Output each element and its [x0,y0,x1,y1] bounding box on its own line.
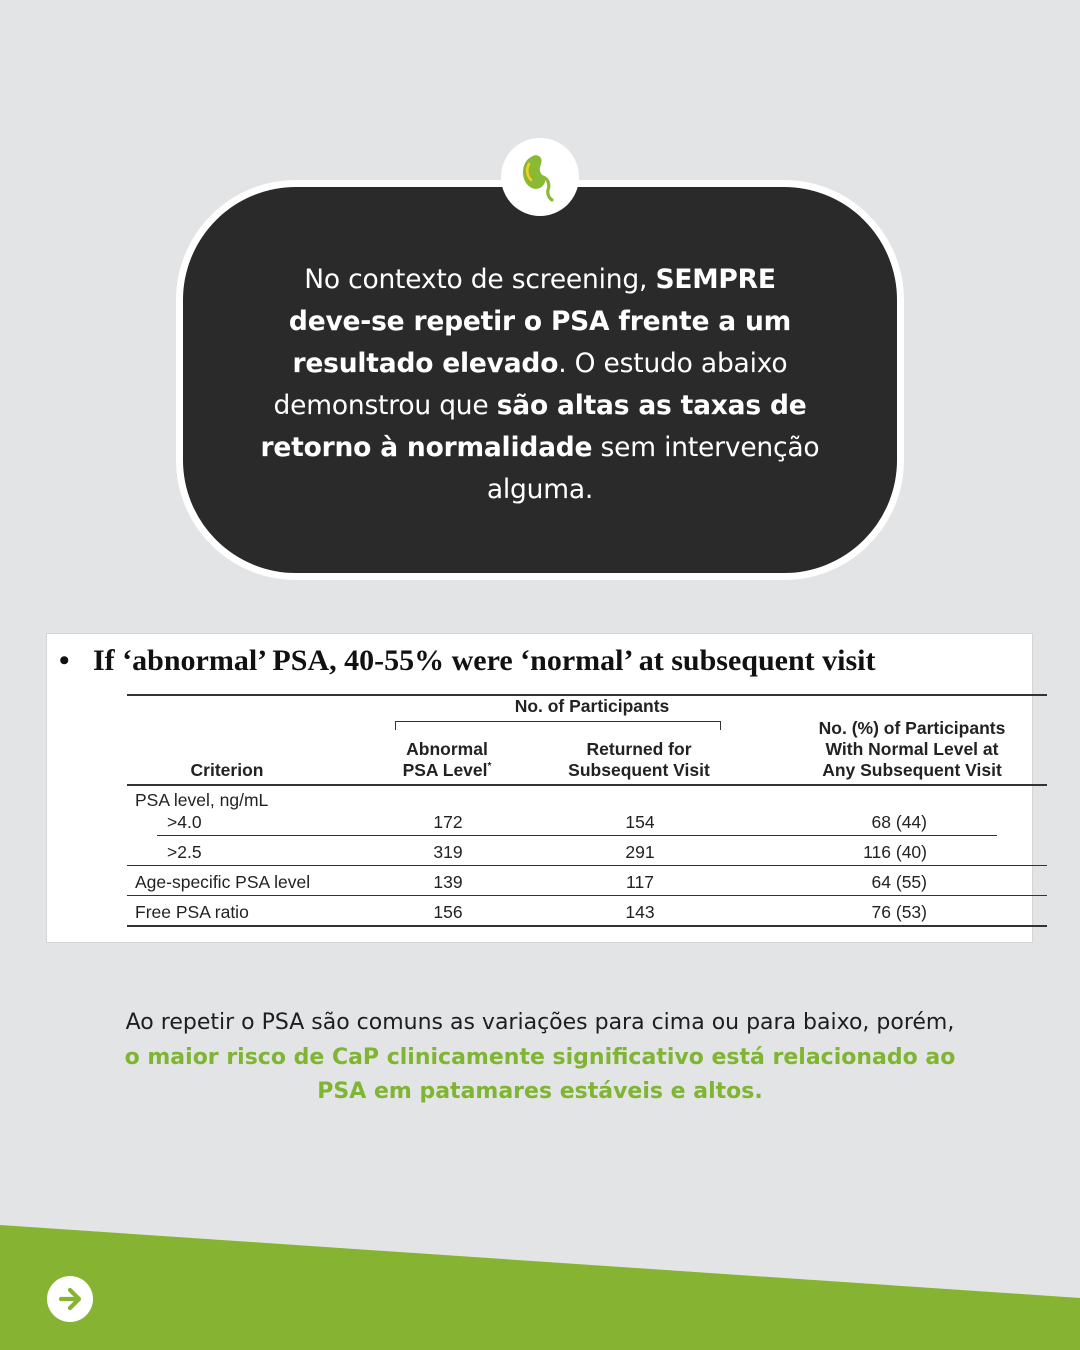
bottom-highlight: o maior risco de CaP clinicamente significativo está relacionado ao PSA em patamares estáveis e altos. [124,1044,956,1104]
group-bracket [395,721,721,730]
table-row-4-abnormal: 156 [433,902,463,922]
table-row-4-criterion: Free PSA ratio [135,902,249,922]
psa-results-table [127,694,1047,934]
table-row-3-normal: 64 (55) [871,872,927,892]
figure-heading: • If ‘abnormal’ PSA, 40-55% were ‘normal’ at subsequent visit [59,644,876,677]
header-returned-2: Subsequent Visit [568,760,710,780]
table-row-1-returned: 154 [625,812,655,832]
table-row-3-abnormal: 139 [433,872,463,892]
table-row-2-abnormal: 319 [433,842,463,862]
bubble-emphasis-repeat-psa: SEMPRE deve-se repetir o PSA frente a um resultado elevado [288,264,792,379]
section-label-psa-level: PSA level, ng/mL [135,790,269,810]
brand-logo [501,138,579,216]
table-row-4-returned: 143 [625,902,655,922]
quote-bubble [176,180,904,580]
table-row-3-criterion: Age-specific PSA level [135,872,311,892]
kidney-logo-icon [517,152,563,202]
header-normal-3: Any Subsequent Visit [822,760,1002,780]
footer-band [0,1220,1080,1350]
table-bottom-rule [127,925,1047,927]
header-criterion: Criterion [190,760,264,780]
table-row-1-normal: 68 (44) [871,812,927,832]
study-figure [46,633,1033,943]
table-row-rule-1 [157,835,997,836]
table-row-1-criterion: >4.0 [167,812,202,832]
header-abnormal-2: PSA Level* [402,760,492,780]
table-row-1-abnormal: 172 [433,812,463,832]
table-row-3-returned: 117 [626,872,654,892]
table-row-2-returned: 291 [625,842,655,862]
table-row-2-criterion: >2.5 [167,842,202,862]
table-row-4-normal: 76 (53) [871,902,927,922]
next-button[interactable] [47,1276,93,1322]
group-header: No. of Participants [514,696,670,716]
table-row-2-normal: 116 (40) [863,842,927,862]
bubble-text: No contexto de screening, SEMPRE deve-se repetir o PSA frente a um resultado elevado. O estudo abaixo demonstrou que são altas as taxas de retorno à normalidade sem intervenção alguma. [260,264,820,505]
header-normal-2: With Normal Level at [825,739,999,759]
arrow-right-icon [55,1284,85,1314]
table-row-rule-2 [127,865,1047,866]
table-row-rule-3 [127,895,1047,896]
table-header-rule [127,784,1047,786]
header-returned-1: Returned for [586,739,692,759]
header-normal-1: No. (%) of Participants [818,718,1006,738]
bubble-emphasis-normal-return: são altas as taxas de retorno à normalidade [260,390,807,463]
header-abnormal-1: Abnormal [406,739,488,759]
bottom-text: Ao repetir o PSA são comuns as variações para cima ou para baixo, porém, o maior risco de CaP clinicamente significativo está relacionado ao PSA em patamares estáveis e altos. [124,1010,956,1104]
